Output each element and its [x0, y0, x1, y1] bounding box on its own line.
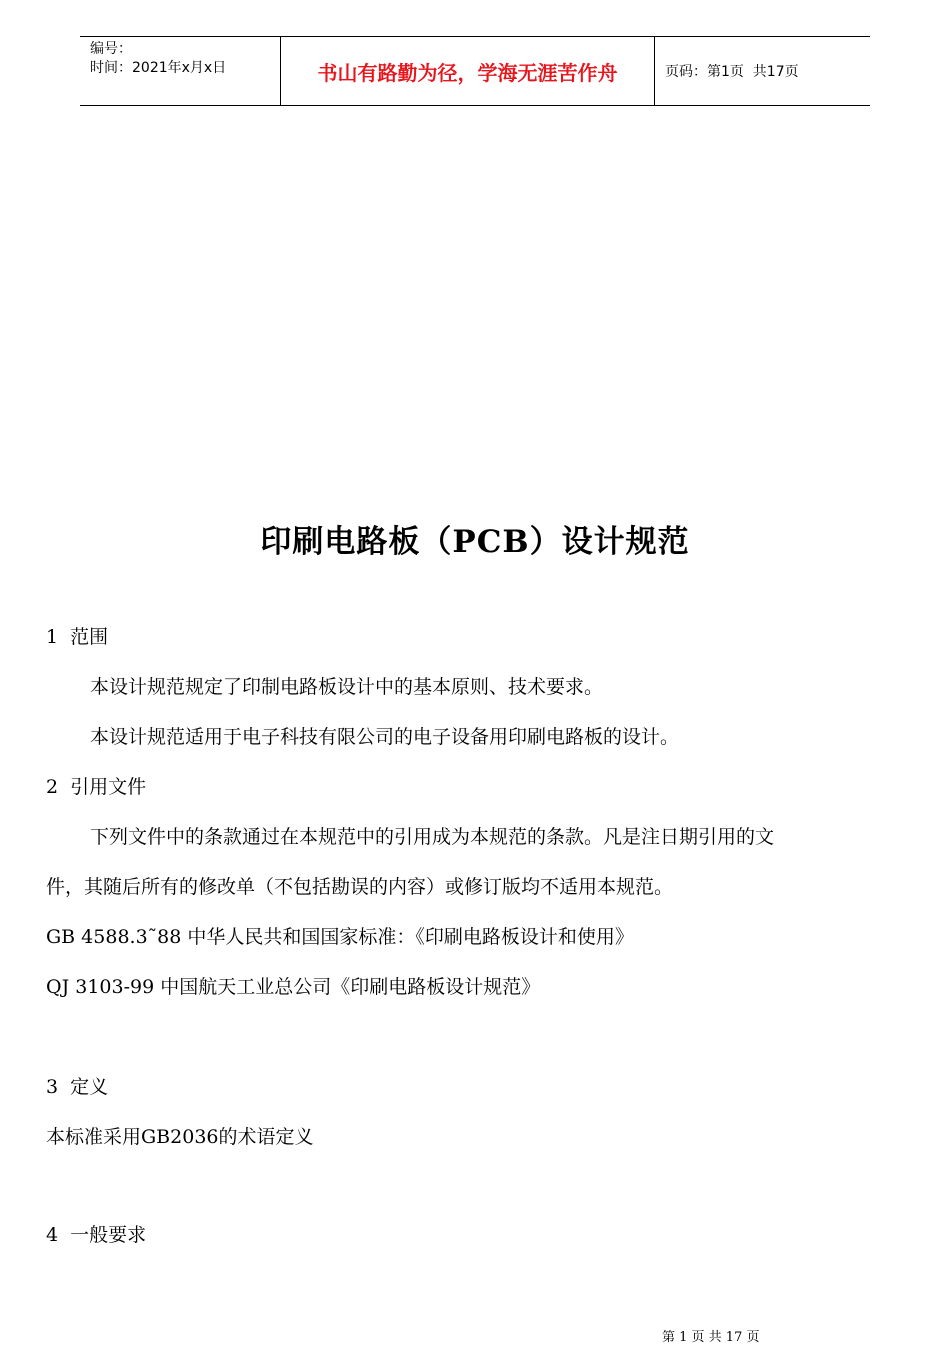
motto-text: 书山有路勤为径，学海无涯苦作舟: [317, 60, 618, 85]
section-2-heading: 2 引用文件: [46, 776, 147, 798]
serial-number-label: 编号：: [90, 41, 132, 57]
section-3-paragraph: 本标准采用GB2036的术语定义: [46, 1126, 314, 1148]
header-motto-cell: [281, 37, 655, 105]
section-1-paragraph-1: 本设计规范规定了印制电路板设计中的基本原则、技术要求。: [90, 676, 604, 698]
section-1-paragraph-2: 本设计规范适用于电子科技有限公司的电子设备用印刷电路板的设计。: [90, 726, 680, 748]
document-title: 印刷电路板（PCB）设计规范: [260, 524, 690, 560]
section-1-heading: 1 范围: [46, 626, 109, 648]
section-3-heading: 3 定义: [46, 1076, 109, 1098]
section-2-paragraph-line-1: 下列文件中的条款通过在本规范中的引用成为本规范的条款。凡是注日期引用的文: [90, 826, 775, 848]
section-2-paragraph-line-2: 件，其随后所有的修改单（不包括勘误的内容）或修订版均不适用本规范。: [46, 876, 674, 898]
reference-gb4588: GB 4588.3˜88 中华人民共和国国家标准：《印刷电路板设计和使用》: [46, 926, 634, 948]
section-4-heading: 4 一般要求: [46, 1224, 147, 1246]
time-label: 时间：2021年x月x日: [90, 60, 227, 76]
header-meta-cell: [80, 37, 281, 105]
header-page-cell: [655, 37, 870, 105]
reference-qj3103: QJ 3103-99 中国航天工业总公司《印刷电路板设计规范》: [46, 976, 541, 998]
page-footer: 第 1 页 共 17 页: [662, 1330, 760, 1345]
page-info: 页码：第1页 共17页: [665, 64, 799, 80]
page-header: [80, 36, 870, 106]
